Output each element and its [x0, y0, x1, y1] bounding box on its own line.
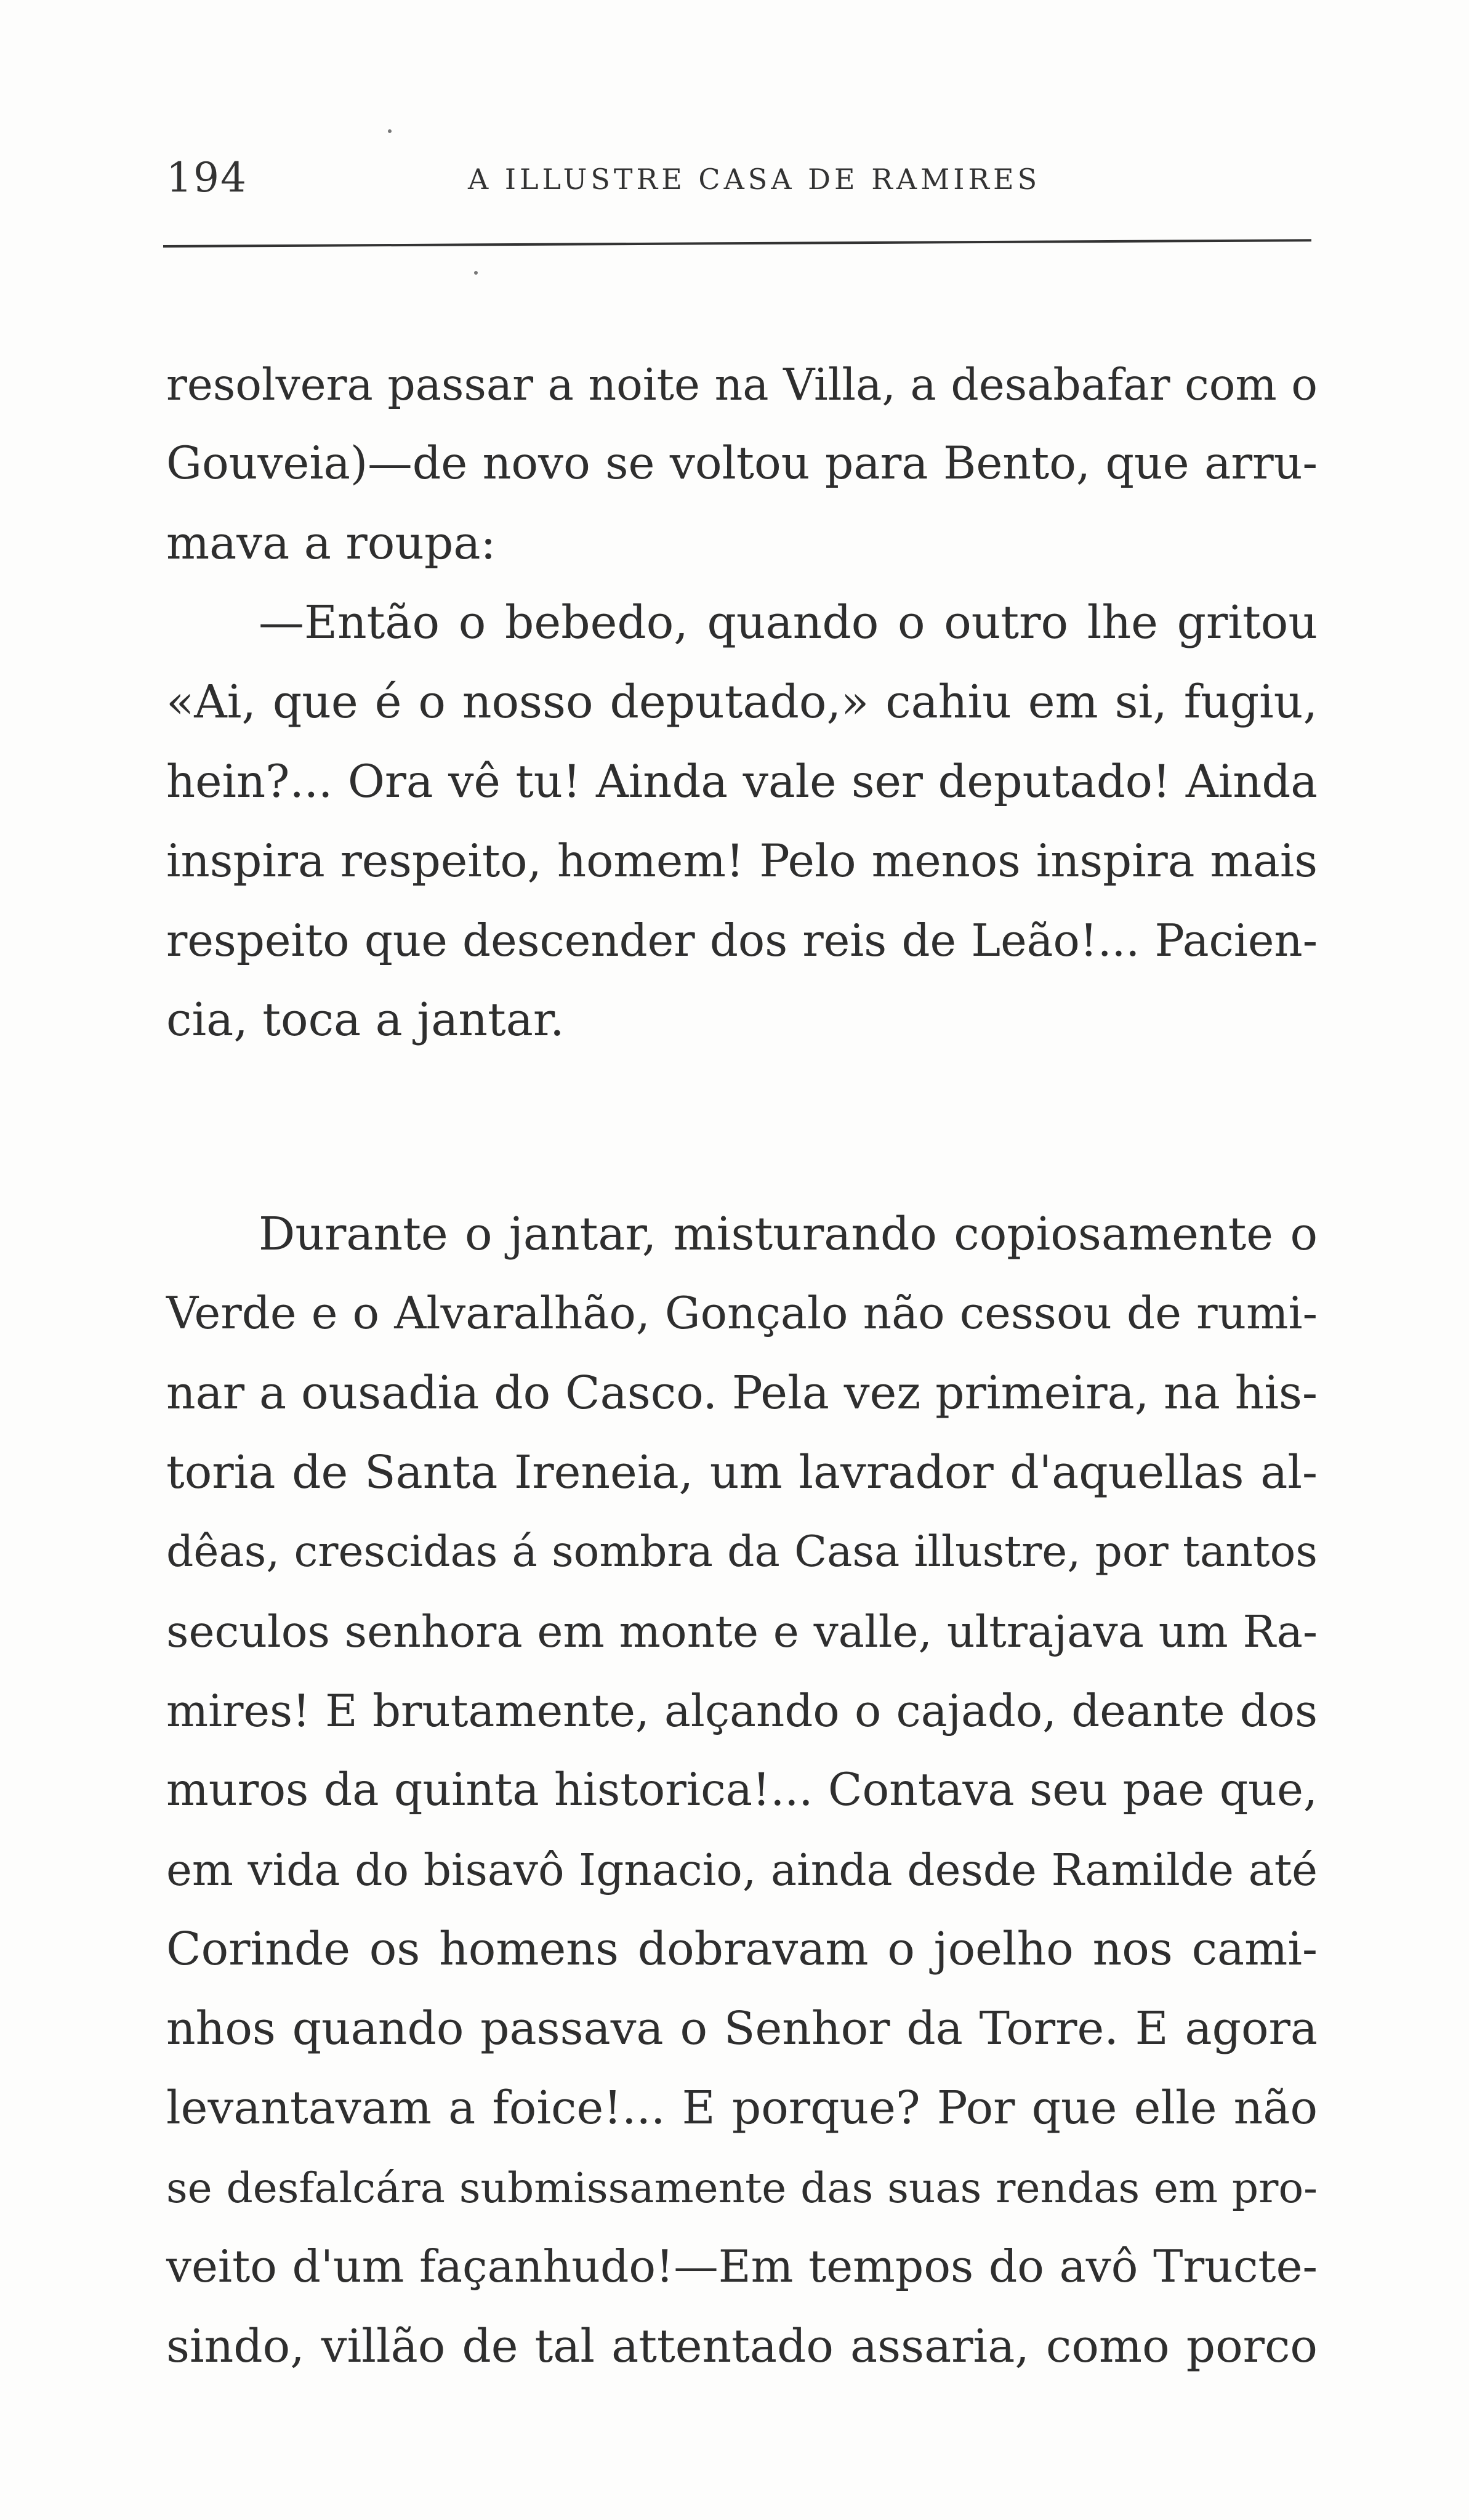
text-line: inspira respeito, homem! Pelo menos inspira mais: [166, 835, 1318, 887]
text-line: nar a ousadia do Casco. Pela vez primeira, na his-: [166, 1367, 1318, 1420]
text-line: toria de Santa Ireneia, um lavrador d'aquellas al-: [166, 1446, 1318, 1499]
text-line: hein?... Ora vê tu! Ainda vale ser deputado! Ainda: [166, 756, 1318, 808]
text-line: Gouveia)—de novo se voltou para Bento, que arru-: [166, 438, 1318, 490]
header-rule: [163, 239, 1311, 248]
text-line: «Ai, que é o nosso deputado,» cahiu em si, fugiu,: [166, 676, 1318, 729]
running-head: A ILLUSTRE CASA DE RAMIRES: [468, 163, 1041, 196]
text-line: levantavam a foice!... E porque? Por que elle não: [166, 2082, 1318, 2134]
paper-speck: [474, 271, 478, 275]
text-line: respeito que descender dos reis de Leão!... Pacien-: [166, 915, 1318, 966]
paragraph-narrative: [166, 1195, 1318, 2386]
page-header: [166, 154, 1311, 203]
text-line: Durante o jantar, misturando copiosamente o: [259, 1208, 1318, 1261]
text-block-top: [166, 345, 1318, 1060]
paragraph-continuation: [166, 345, 1318, 583]
text-line: cia, toca a jantar.: [166, 993, 565, 1046]
text-line: sindo, villão de tal attentado assaria, como porco: [166, 2320, 1318, 2373]
text-line: veito d'um façanhudo!—Em tempos do avô Tructe-: [166, 2241, 1318, 2293]
text-line: Corinde os homens dobravam o joelho nos cami-: [166, 1923, 1318, 1976]
text-line: Verde e o Alvaralhão, Gonçalo não cessou de rumi-: [166, 1288, 1318, 1339]
text-line: em vida do bisavô Ignacio, ainda desde Ramilde até: [166, 1844, 1318, 1896]
text-block-bottom: [166, 1195, 1318, 2386]
text-line: resolvera passar a noite na Villa, a desabafar com o: [166, 359, 1318, 410]
text-line: nhos quando passava o Senhor da Torre. E agora: [166, 2002, 1318, 2055]
text-line: se desfalcára submissamente das suas rendas em pro-: [166, 2163, 1318, 2212]
text-line: muros da quinta historica!... Contava seu pae que,: [166, 1764, 1318, 1816]
text-line: mava a roupa:: [166, 517, 496, 570]
paper-speck: [388, 129, 392, 133]
text-line: seculos senhora em monte e valle, ultrajava um Ra-: [166, 1606, 1318, 1657]
text-line: —Então o bebedo, quando o outro lhe gritou: [259, 596, 1318, 649]
text-line: dêas, crescidas á sombra da Casa illustre, por tantos: [166, 1527, 1318, 1577]
page-number: 194: [166, 154, 248, 201]
text-line: mires! E brutamente, alçando o cajado, deante dos: [166, 1685, 1318, 1737]
paragraph-dialogue: [166, 583, 1318, 1060]
